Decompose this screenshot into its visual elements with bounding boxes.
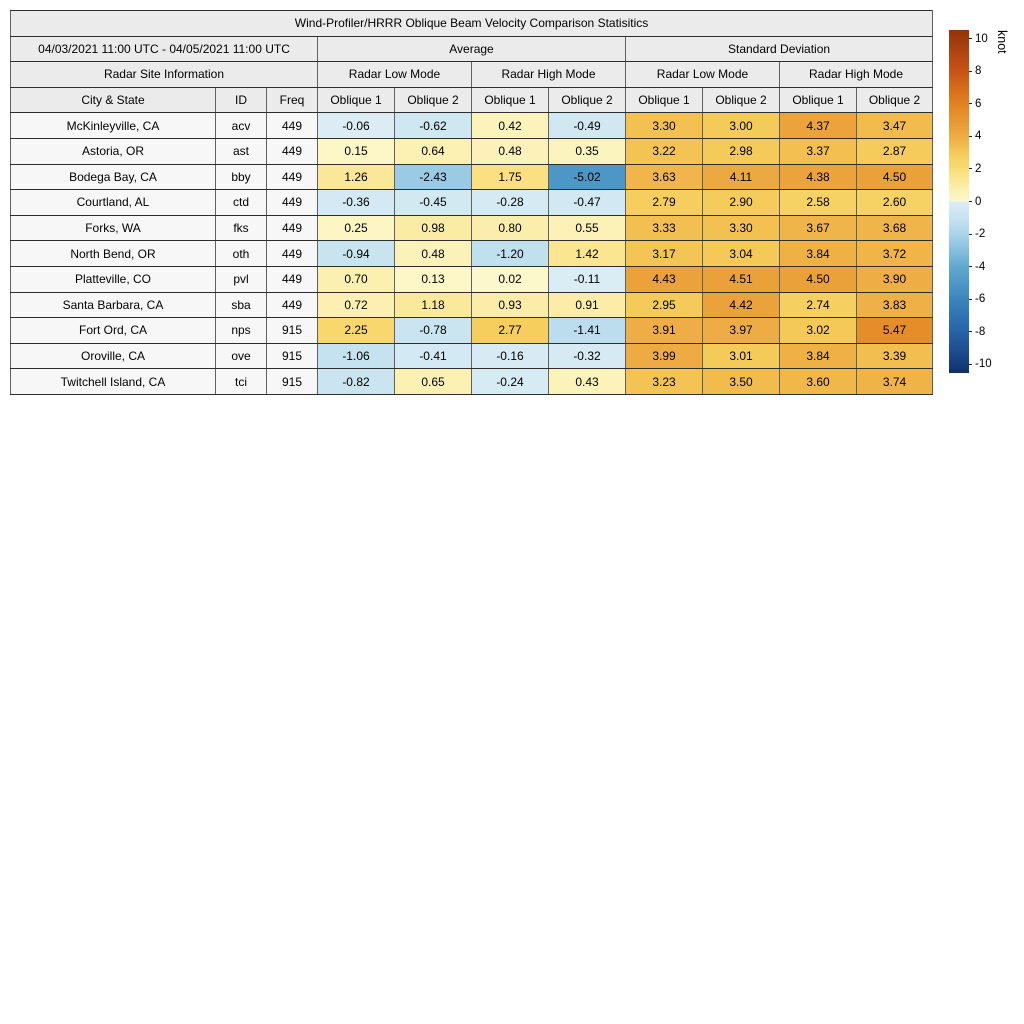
cell-value: 3.91 bbox=[626, 318, 703, 344]
colorbar bbox=[949, 30, 1024, 373]
cell-value: 3.63 bbox=[626, 164, 703, 190]
col-header-oblique: Oblique 2 bbox=[395, 87, 472, 113]
colorbar-tick-label: -10 bbox=[975, 358, 992, 371]
cell-value: 4.42 bbox=[703, 292, 780, 318]
cell-value: 3.84 bbox=[780, 343, 857, 369]
cell-value: 3.90 bbox=[857, 266, 933, 292]
cell-value: 3.84 bbox=[780, 241, 857, 267]
cell-site-id: ove bbox=[216, 343, 267, 369]
cell-value: 1.42 bbox=[549, 241, 626, 267]
cell-value: 0.70 bbox=[318, 266, 395, 292]
cell-value: -0.28 bbox=[472, 190, 549, 216]
cell-value: 5.47 bbox=[857, 318, 933, 344]
cell-site-id: pvl bbox=[216, 266, 267, 292]
cell-freq: 915 bbox=[267, 369, 318, 395]
colorbar-tick-mark bbox=[969, 331, 972, 332]
col-header-oblique: Oblique 1 bbox=[472, 87, 549, 113]
cell-value: -1.20 bbox=[472, 241, 549, 267]
table-title: Wind-Profiler/HRRR Oblique Beam Velocity Comparison Statisitics bbox=[11, 11, 933, 37]
colorbar-tick-mark bbox=[969, 136, 972, 137]
cell-value: -0.32 bbox=[549, 343, 626, 369]
cell-value: 3.30 bbox=[626, 113, 703, 139]
cell-value: 4.50 bbox=[857, 164, 933, 190]
cell-value: -0.16 bbox=[472, 343, 549, 369]
cell-value: -0.41 bbox=[395, 343, 472, 369]
cell-value: 0.72 bbox=[318, 292, 395, 318]
mode-header-row bbox=[11, 62, 933, 88]
cell-value: 3.72 bbox=[857, 241, 933, 267]
col-header-oblique: Oblique 2 bbox=[857, 87, 933, 113]
cell-value: 4.50 bbox=[780, 266, 857, 292]
table-row bbox=[11, 164, 933, 190]
table-row bbox=[11, 190, 933, 216]
cell-freq: 449 bbox=[267, 215, 318, 241]
cell-value: 2.87 bbox=[857, 138, 933, 164]
cell-value: -0.47 bbox=[549, 190, 626, 216]
cell-freq: 449 bbox=[267, 113, 318, 139]
cell-city-state: McKinleyville, CA bbox=[11, 113, 216, 139]
colorbar-tick-mark bbox=[969, 364, 972, 365]
cell-value: 4.43 bbox=[626, 266, 703, 292]
cell-value: 2.98 bbox=[703, 138, 780, 164]
cell-value: 3.99 bbox=[626, 343, 703, 369]
table-row bbox=[11, 215, 933, 241]
cell-value: 0.64 bbox=[395, 138, 472, 164]
cell-value: -1.06 bbox=[318, 343, 395, 369]
cell-value: 2.60 bbox=[857, 190, 933, 216]
cell-freq: 449 bbox=[267, 292, 318, 318]
cell-value: 3.04 bbox=[703, 241, 780, 267]
cell-value: 0.43 bbox=[549, 369, 626, 395]
colorbar-tick-mark bbox=[969, 234, 972, 235]
cell-value: -0.36 bbox=[318, 190, 395, 216]
title-row bbox=[11, 11, 933, 37]
cell-site-id: tci bbox=[216, 369, 267, 395]
col-header-oblique: Oblique 1 bbox=[318, 87, 395, 113]
cell-site-id: oth bbox=[216, 241, 267, 267]
cell-freq: 915 bbox=[267, 343, 318, 369]
table-row bbox=[11, 138, 933, 164]
cell-value: 3.17 bbox=[626, 241, 703, 267]
cell-value: 3.23 bbox=[626, 369, 703, 395]
cell-value: 3.33 bbox=[626, 215, 703, 241]
cell-site-id: ctd bbox=[216, 190, 267, 216]
cell-city-state: Fort Ord, CA bbox=[11, 318, 216, 344]
cell-city-state: Oroville, CA bbox=[11, 343, 216, 369]
cell-value: 3.47 bbox=[857, 113, 933, 139]
cell-value: 3.30 bbox=[703, 215, 780, 241]
colorbar-tick-label: 6 bbox=[975, 97, 982, 110]
colorbar-tick-label: -2 bbox=[975, 228, 986, 240]
cell-value: 0.42 bbox=[472, 113, 549, 139]
table-row bbox=[11, 343, 933, 369]
cell-value: 0.98 bbox=[395, 215, 472, 241]
cell-value: 3.67 bbox=[780, 215, 857, 241]
cell-city-state: North Bend, OR bbox=[11, 241, 216, 267]
colorbar-tick-mark bbox=[969, 266, 972, 267]
colorbar-tick-mark bbox=[969, 71, 972, 72]
cell-site-id: nps bbox=[216, 318, 267, 344]
cell-value: 3.50 bbox=[703, 369, 780, 395]
cell-value: -0.06 bbox=[318, 113, 395, 139]
colorbar-tick-mark bbox=[969, 103, 972, 104]
cell-value: 0.15 bbox=[318, 138, 395, 164]
table-row bbox=[11, 113, 933, 139]
cell-value: 1.75 bbox=[472, 164, 549, 190]
colorbar-tick-label: 2 bbox=[975, 162, 982, 175]
colorbar-gradient bbox=[949, 30, 969, 373]
col-header-oblique: Oblique 2 bbox=[549, 87, 626, 113]
cell-value: 0.91 bbox=[549, 292, 626, 318]
cell-value: 2.25 bbox=[318, 318, 395, 344]
cell-value: 0.93 bbox=[472, 292, 549, 318]
col-header-city-state: City & State bbox=[11, 87, 216, 113]
cell-value: 3.60 bbox=[780, 369, 857, 395]
table-row bbox=[11, 241, 933, 267]
cell-value: 2.95 bbox=[626, 292, 703, 318]
cell-freq: 915 bbox=[267, 318, 318, 344]
cell-value: 1.26 bbox=[318, 164, 395, 190]
colorbar-tick-mark bbox=[969, 168, 972, 169]
cell-site-id: bby bbox=[216, 164, 267, 190]
cell-value: 0.25 bbox=[318, 215, 395, 241]
cell-value: 2.74 bbox=[780, 292, 857, 318]
cell-value: 0.35 bbox=[549, 138, 626, 164]
cell-value: -5.02 bbox=[549, 164, 626, 190]
cell-value: 2.77 bbox=[472, 318, 549, 344]
col-header-oblique: Oblique 1 bbox=[626, 87, 703, 113]
colorbar-unit-label: knot bbox=[995, 30, 1009, 54]
col-header-freq: Freq bbox=[267, 87, 318, 113]
cell-value: 0.13 bbox=[395, 266, 472, 292]
site-info-header: Radar Site Information bbox=[11, 62, 318, 88]
cell-city-state: Twitchell Island, CA bbox=[11, 369, 216, 395]
cell-site-id: fks bbox=[216, 215, 267, 241]
cell-value: -0.82 bbox=[318, 369, 395, 395]
cell-value: 4.11 bbox=[703, 164, 780, 190]
cell-site-id: acv bbox=[216, 113, 267, 139]
cell-value: -0.11 bbox=[549, 266, 626, 292]
cell-value: 3.22 bbox=[626, 138, 703, 164]
cell-value: 0.65 bbox=[395, 369, 472, 395]
cell-value: -0.94 bbox=[318, 241, 395, 267]
cell-value: 0.80 bbox=[472, 215, 549, 241]
cell-value: 3.02 bbox=[780, 318, 857, 344]
table-row bbox=[11, 292, 933, 318]
colorbar-tick-label: -6 bbox=[975, 293, 986, 306]
cell-value: 3.97 bbox=[703, 318, 780, 344]
cell-value: 3.37 bbox=[780, 138, 857, 164]
cell-value: 2.58 bbox=[780, 190, 857, 216]
cell-city-state: Astoria, OR bbox=[11, 138, 216, 164]
date-range: 04/03/2021 11:00 UTC - 04/05/2021 11:00 UTC bbox=[11, 36, 318, 62]
column-header-row bbox=[11, 87, 933, 113]
cell-city-state: Santa Barbara, CA bbox=[11, 292, 216, 318]
cell-value: 0.55 bbox=[549, 215, 626, 241]
cell-value: 0.48 bbox=[472, 138, 549, 164]
period-group-row bbox=[11, 36, 933, 62]
cell-freq: 449 bbox=[267, 138, 318, 164]
cell-site-id: ast bbox=[216, 138, 267, 164]
cell-city-state: Bodega Bay, CA bbox=[11, 164, 216, 190]
mode-header-avg-low: Radar Low Mode bbox=[318, 62, 472, 88]
cell-freq: 449 bbox=[267, 241, 318, 267]
col-header-oblique: Oblique 1 bbox=[780, 87, 857, 113]
cell-value: 0.02 bbox=[472, 266, 549, 292]
cell-value: 3.68 bbox=[857, 215, 933, 241]
group-header-standard-deviation: Standard Deviation bbox=[626, 36, 933, 62]
group-header-average: Average bbox=[318, 36, 626, 62]
mode-header-std-low: Radar Low Mode bbox=[626, 62, 780, 88]
cell-value: 0.48 bbox=[395, 241, 472, 267]
mode-header-avg-high: Radar High Mode bbox=[472, 62, 626, 88]
cell-city-state: Platteville, CO bbox=[11, 266, 216, 292]
cell-site-id: sba bbox=[216, 292, 267, 318]
cell-value: 3.01 bbox=[703, 343, 780, 369]
cell-city-state: Forks, WA bbox=[11, 215, 216, 241]
colorbar-tick-mark bbox=[969, 38, 972, 39]
cell-value: -0.78 bbox=[395, 318, 472, 344]
cell-freq: 449 bbox=[267, 164, 318, 190]
colorbar-tick-label: 4 bbox=[975, 130, 982, 143]
cell-value: 4.51 bbox=[703, 266, 780, 292]
cell-value: -0.49 bbox=[549, 113, 626, 139]
cell-value: 4.38 bbox=[780, 164, 857, 190]
cell-city-state: Courtland, AL bbox=[11, 190, 216, 216]
colorbar-tick-label: -8 bbox=[975, 325, 986, 338]
colorbar-tick-label: 0 bbox=[975, 195, 982, 208]
cell-value: 3.39 bbox=[857, 343, 933, 369]
table-row bbox=[11, 266, 933, 292]
cell-value: 3.00 bbox=[703, 113, 780, 139]
cell-value: 3.74 bbox=[857, 369, 933, 395]
cell-value: -0.45 bbox=[395, 190, 472, 216]
col-header-id: ID bbox=[216, 87, 267, 113]
colorbar-tick-mark bbox=[969, 201, 972, 202]
table-row bbox=[11, 318, 933, 344]
table-row bbox=[11, 369, 933, 395]
colorbar-tick-label: 10 bbox=[975, 32, 988, 45]
cell-freq: 449 bbox=[267, 190, 318, 216]
stats-table bbox=[10, 10, 933, 395]
cell-value: -0.62 bbox=[395, 113, 472, 139]
cell-value: 2.90 bbox=[703, 190, 780, 216]
cell-value: 2.79 bbox=[626, 190, 703, 216]
mode-header-std-high: Radar High Mode bbox=[780, 62, 933, 88]
colorbar-tick-label: -4 bbox=[975, 260, 986, 273]
colorbar-tick-label: 8 bbox=[975, 65, 982, 78]
cell-value: -0.24 bbox=[472, 369, 549, 395]
cell-value: 4.37 bbox=[780, 113, 857, 139]
cell-value: -2.43 bbox=[395, 164, 472, 190]
cell-value: -1.41 bbox=[549, 318, 626, 344]
cell-freq: 449 bbox=[267, 266, 318, 292]
colorbar-tick-mark bbox=[969, 299, 972, 300]
cell-value: 3.83 bbox=[857, 292, 933, 318]
cell-value: 1.18 bbox=[395, 292, 472, 318]
col-header-oblique: Oblique 2 bbox=[703, 87, 780, 113]
